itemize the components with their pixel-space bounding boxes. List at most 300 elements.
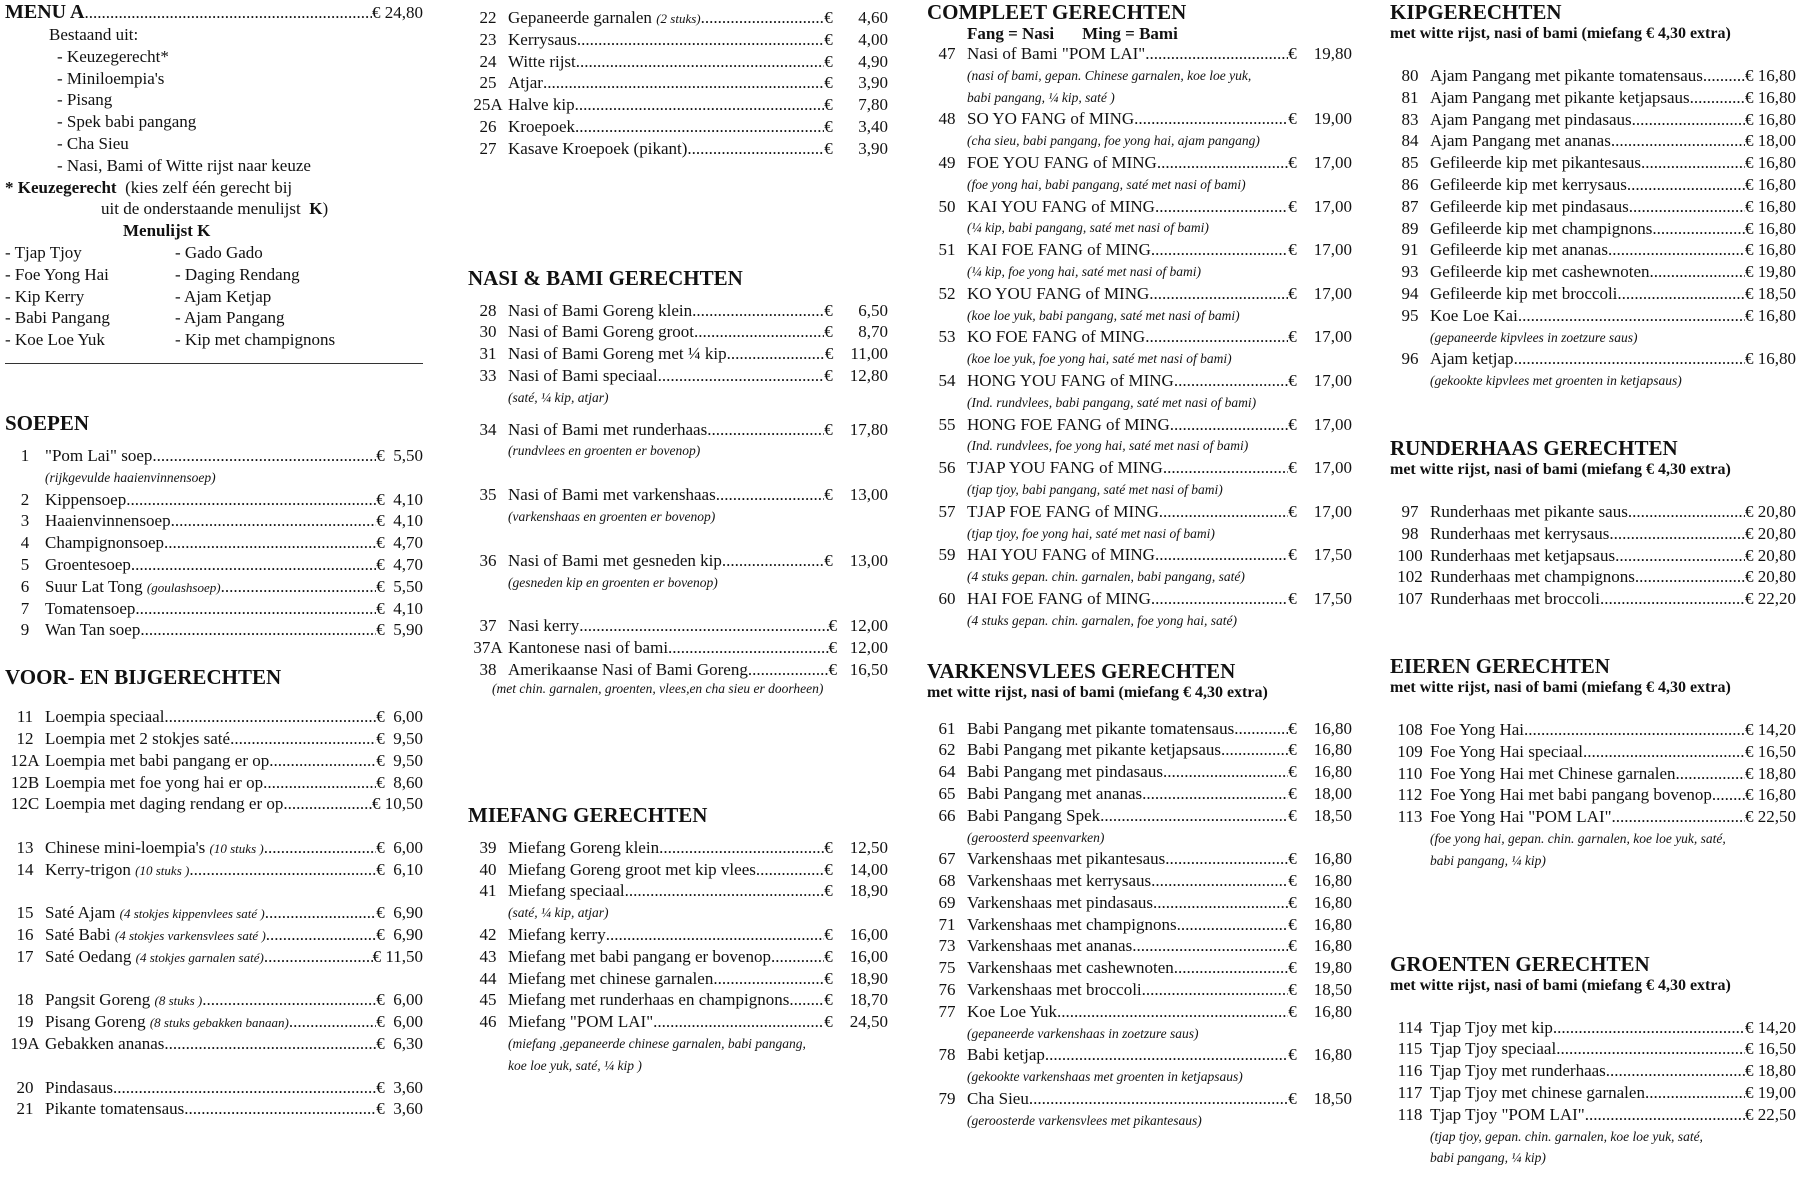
- leader-dots: [771, 946, 824, 968]
- item-name: [1430, 763, 1676, 785]
- item-name: [1430, 545, 1615, 567]
- item-name-text: TJAP YOU FANG of MING: [967, 458, 1163, 478]
- menulijst-item: - Foe Yong Hai: [5, 264, 109, 284]
- item-name-text: Varkenshaas met pindasaus: [967, 892, 1154, 912]
- menu-item-row: [927, 414, 1352, 436]
- item-number: 91: [1401, 240, 1419, 260]
- item-number: 69: [938, 892, 956, 912]
- item-note: (saté, ¼ kip, atjar): [508, 905, 609, 921]
- leader-dots: [1553, 1017, 1745, 1039]
- menu-item-row: [5, 1011, 423, 1033]
- leader-dots: [283, 793, 372, 815]
- item-number: 98: [1401, 523, 1419, 543]
- item-price: € 16,80: [1288, 1045, 1352, 1065]
- item-price: € 16,00: [824, 924, 888, 944]
- menu-item-row: [1390, 1060, 1796, 1082]
- item-note: (koe loe yuk, foe yong hai, saté met nasi of bami): [967, 351, 1232, 367]
- item-name-note: (4 stokjes kippenvlees saté ): [119, 906, 265, 922]
- leader-dots: [575, 94, 825, 116]
- item-price: € 16,80: [1745, 785, 1796, 805]
- leader-dots: [1652, 218, 1745, 240]
- item-name-text: Kerrysaus: [508, 29, 577, 49]
- leader-dots: [713, 968, 824, 990]
- item-number: 22: [479, 8, 497, 27]
- menu-item-row: [1390, 1104, 1796, 1126]
- menu-item-row: [1390, 65, 1796, 87]
- item-number: 33: [479, 365, 497, 385]
- item-name-text: Runderhaas met broccoli: [1430, 589, 1600, 609]
- item-name: [967, 805, 1100, 827]
- item-price: € 16,80: [1745, 196, 1796, 216]
- menu-item-row: [1390, 174, 1796, 196]
- item-number: 45: [479, 990, 497, 1010]
- menu-item-row: [5, 902, 423, 924]
- item-name: [967, 979, 1142, 1001]
- nasi-38-note: (met chin. garnalen, groenten, vlees,en cha sieu er doorheen): [492, 680, 824, 696]
- item-price: € 16,80: [1288, 718, 1352, 738]
- item-name: [508, 659, 748, 681]
- item-price: € 16,80: [1288, 849, 1352, 869]
- item-price: € 3,40: [824, 116, 888, 136]
- item-name-text: Saté Ajam: [45, 903, 116, 923]
- item-price: € 12,50: [824, 837, 888, 857]
- item-name: [1430, 1060, 1606, 1082]
- menu-item-row: [927, 892, 1352, 914]
- item-name-text: Chinese mini-loempia's: [45, 837, 206, 857]
- leader-dots: [1142, 979, 1289, 1001]
- item-name-text: Foe Yong Hai met Chinese garnalen: [1430, 763, 1676, 783]
- item-name: [1430, 261, 1650, 283]
- leader-dots: [659, 837, 824, 859]
- item-price: € 6,90: [376, 903, 423, 923]
- item-name-text: Suur Lat Tong: [45, 576, 143, 596]
- menu-item-row: [1390, 588, 1796, 610]
- item-number: 59: [938, 545, 956, 565]
- item-name: [508, 343, 727, 365]
- menu-item-row: [1390, 1017, 1796, 1039]
- leader-dots: [748, 659, 829, 681]
- menulijst-item: - Tjap Tjoy: [5, 242, 82, 262]
- item-price: € 17,50: [1288, 545, 1352, 565]
- item-price: € 20,80: [1745, 523, 1796, 543]
- item-price: € 3,90: [824, 138, 888, 158]
- item-price: € 5,50: [376, 576, 423, 596]
- leader-dots: [1606, 1060, 1745, 1082]
- item-number: 49: [938, 152, 956, 172]
- item-note: (gekookte varkenshaas met groenten in ketjapsaus): [967, 1069, 1243, 1085]
- menu-item-row: [5, 619, 423, 641]
- leader-dots: [1712, 784, 1745, 806]
- leader-dots: [202, 989, 376, 1011]
- leader-dots: [113, 1077, 376, 1099]
- item-name: [45, 750, 269, 772]
- menu-item-row: [5, 728, 423, 750]
- menu-item-row: [468, 880, 888, 902]
- leader-dots: [1153, 892, 1288, 914]
- menu-item-row: [5, 510, 423, 532]
- eieren-title: EIEREN GERECHTEN: [1390, 653, 1610, 678]
- item-name-text: Varkenshaas met champignons: [967, 914, 1177, 934]
- item-number: 62: [938, 740, 956, 760]
- item-name-text: Miefang speciaal: [508, 881, 625, 901]
- item-name-text: Babi ketjap: [967, 1045, 1045, 1065]
- item-name-text: FOE YOU FANG of MING: [967, 152, 1157, 172]
- item-name-text: Ajam Pangang met ananas: [1430, 131, 1611, 151]
- menu-item-row: [5, 1098, 423, 1120]
- menu-item-row: [927, 544, 1352, 566]
- item-number: 16: [16, 925, 34, 945]
- item-note: (gesneden kip en groenten er bovenop): [508, 574, 718, 590]
- nasi-list-c: [468, 484, 888, 528]
- item-name: [967, 239, 1151, 261]
- item-name-text: Nasi of Bami Goreng groot: [508, 322, 695, 342]
- leader-dots: [1612, 806, 1745, 828]
- menu-a-component: - Keuzegerecht*: [57, 46, 169, 66]
- item-name-text: KO YOU FANG of MING: [967, 283, 1150, 303]
- item-number: 18: [16, 990, 34, 1010]
- item-note: (Ind. rundvlees, foe yong hai, saté met nasi of bami): [967, 438, 1249, 454]
- menu-item-row: [468, 924, 888, 946]
- item-number: 36: [479, 550, 497, 570]
- menu-item-row: [1390, 196, 1796, 218]
- item-name-text: Tjap Tjoy met kip: [1430, 1017, 1553, 1037]
- item-number: 102: [1397, 567, 1423, 587]
- leader-dots: [1177, 914, 1289, 936]
- menu-item-row: [1390, 218, 1796, 240]
- item-number: 76: [938, 980, 956, 1000]
- menu-item-row: [1390, 87, 1796, 109]
- item-note: (foe yong hai, gepan. chin. garnalen, koe loe yuk, saté,: [1430, 830, 1726, 846]
- item-name: [508, 880, 625, 902]
- keuze-text-2: uit de onderstaande menulijst: [101, 199, 301, 219]
- item-name: [967, 108, 1134, 130]
- leader-dots: [126, 489, 376, 511]
- menu-item-row: [468, 946, 888, 968]
- item-note: (¼ kip, babi pangang, saté met nasi of bami): [967, 220, 1209, 236]
- leader-dots: [221, 576, 377, 598]
- item-name: [508, 51, 576, 73]
- item-price: € 4,10: [376, 511, 423, 531]
- item-name: [45, 728, 230, 750]
- menu-a-components: [5, 46, 423, 177]
- varkens-title: VARKENSVLEES GERECHTEN: [927, 658, 1236, 683]
- leader-dots: [1585, 1104, 1745, 1126]
- leader-dots: [1134, 108, 1288, 130]
- menu-item-row: [927, 283, 1352, 305]
- item-price: € 16,50: [828, 659, 888, 679]
- column-1: [5, 0, 423, 1120]
- menu-item-row: [927, 761, 1352, 783]
- item-price: € 14,20: [1745, 719, 1796, 739]
- item-number: 51: [938, 240, 956, 260]
- menu-item-row: [1390, 152, 1796, 174]
- leader-dots: [1057, 1001, 1288, 1023]
- keuze-line-1: [5, 177, 423, 199]
- item-price: € 12,00: [828, 616, 888, 636]
- menu-item-row: [5, 989, 423, 1011]
- item-number: 96: [1401, 349, 1419, 369]
- menu-item-row: [927, 739, 1352, 761]
- menu-item-row: [5, 750, 423, 772]
- item-name: [508, 550, 722, 572]
- item-name-text: Gefileerde kip met pindasaus: [1430, 196, 1629, 216]
- leader-dots: [1556, 1038, 1745, 1060]
- menu-item-row: [1390, 109, 1796, 131]
- item-name: [967, 43, 1145, 65]
- leader-dots: [653, 1011, 824, 1033]
- leader-dots: [264, 946, 373, 968]
- item-number: 115: [1397, 1039, 1423, 1059]
- item-name-text: Kerry-trigon: [45, 859, 131, 879]
- item-note: (rundvlees en groenten er bovenop): [508, 443, 701, 459]
- item-number: 95: [1401, 305, 1419, 325]
- item-name-text: Tjap Tjoy met runderhaas: [1430, 1061, 1606, 1081]
- item-price: € 17,00: [1288, 196, 1352, 216]
- item-price: € 14,00: [824, 859, 888, 879]
- leader-dots: [701, 7, 825, 29]
- fang-ming-legend: [927, 24, 1352, 43]
- runder-title: RUNDERHAAS GERECHTEN: [1390, 435, 1678, 460]
- item-name: [508, 138, 687, 160]
- item-name: [967, 1088, 1029, 1110]
- item-name-note: (8 stuks ): [154, 993, 203, 1009]
- nasi-title: NASI & BAMI GERECHTEN: [468, 265, 743, 290]
- item-name: [508, 419, 707, 441]
- item-price: € 16,80: [1745, 87, 1796, 107]
- item-name-text: Pisang Goreng: [45, 1012, 146, 1032]
- menu-item-row: [468, 837, 888, 859]
- item-name-text: Gefileerde kip met pikantesaus: [1430, 153, 1642, 173]
- menu-item-row: [927, 979, 1352, 1001]
- item-name-text: Gefileerde kip met broccoli: [1430, 283, 1618, 303]
- item-name-text: Loempia met 2 stokjes saté: [45, 728, 231, 748]
- leader-dots: [577, 29, 824, 51]
- column-3: [927, 0, 1352, 1132]
- menu-item-row: [1390, 305, 1796, 327]
- item-price: € 20,80: [1745, 567, 1796, 587]
- menu-item-row: [5, 554, 423, 576]
- item-name-text: Gefileerde kip met champignons: [1430, 218, 1653, 238]
- item-name: [967, 718, 1234, 740]
- item-name: [45, 619, 140, 641]
- soepen-title: SOEPEN: [5, 410, 90, 435]
- menu-item-row: [927, 783, 1352, 805]
- leader-dots: [266, 924, 376, 946]
- item-name: [45, 554, 131, 576]
- menu-item-row: [927, 501, 1352, 523]
- leader-dots: [576, 51, 824, 73]
- fang-legend: Fang = Nasi: [967, 24, 1055, 43]
- item-price: € 16,80: [1745, 218, 1796, 238]
- item-number: 55: [938, 414, 956, 434]
- item-name: [1430, 566, 1635, 588]
- menu-item-row: [927, 152, 1352, 174]
- item-number: 19: [16, 1012, 34, 1032]
- leader-dots: [1615, 545, 1745, 567]
- item-number: 89: [1401, 218, 1419, 238]
- item-name-text: Nasi kerry: [508, 616, 580, 636]
- item-name: [45, 902, 265, 925]
- item-name: [45, 837, 264, 860]
- kip-subtitle: met witte rijst, nasi of bami (miefang € 4,30 extra): [1390, 25, 1731, 42]
- item-number: 37: [479, 616, 497, 636]
- item-name: [45, 489, 126, 511]
- menu-a-consists-of: Bestaand uit:: [49, 25, 139, 44]
- item-price: € 11,00: [824, 344, 888, 364]
- item-number: 107: [1397, 589, 1423, 609]
- miefang-46-note-2: koe loe yuk, saté, ¼ kip ): [508, 1057, 642, 1073]
- item-name-note: (2 stuks): [656, 11, 701, 26]
- nasi-list-e: [468, 615, 888, 680]
- eieren-subtitle: met witte rijst, nasi of bami (miefang € 4,30 extra): [1390, 678, 1731, 696]
- item-price: € 12,80: [824, 365, 888, 385]
- varkens-list-a: [927, 718, 1352, 849]
- item-name: [967, 870, 1151, 892]
- item-number: 12B: [10, 772, 40, 792]
- item-number: 6: [20, 576, 30, 596]
- menu-a-header: [5, 0, 423, 24]
- varkens-list-d: [927, 1088, 1352, 1132]
- item-number: 20: [16, 1077, 34, 1097]
- item-price: € 16,80: [1745, 349, 1796, 369]
- menu-item-row: [468, 321, 888, 343]
- item-name-text: Champignonsoep: [45, 533, 164, 553]
- item-name-text: Tjap Tjoy "POM LAI": [1430, 1104, 1585, 1124]
- item-number: 117: [1397, 1082, 1423, 1102]
- menulijst-item: - Ajam Ketjap: [175, 286, 272, 306]
- menu-item-row: [927, 196, 1352, 218]
- item-price: € 22,50: [1745, 807, 1796, 827]
- menu-item-row: [927, 108, 1352, 130]
- miefang-title: MIEFANG GERECHTEN: [468, 802, 708, 827]
- item-name: [508, 924, 606, 946]
- item-price: € 17,50: [1288, 588, 1352, 608]
- leader-dots: [189, 859, 376, 881]
- menu-item-row: [5, 445, 423, 467]
- leader-dots: [756, 859, 824, 881]
- item-name-note: (4 stokjes garnalen saté): [135, 949, 264, 965]
- item-note: babi pangang, ¼ kip): [1430, 852, 1546, 868]
- item-note: (koe loe yuk, babi pangang, saté met nasi of bami): [967, 307, 1240, 323]
- item-name-text: Tjap Tjoy met chinese garnalen: [1430, 1082, 1645, 1102]
- item-name: [1430, 1104, 1585, 1126]
- item-name: [1430, 87, 1690, 109]
- item-price: € 4,70: [376, 554, 423, 574]
- item-number: 3: [20, 511, 30, 531]
- item-price: € 8,70: [824, 322, 888, 342]
- item-number: 100: [1397, 545, 1423, 565]
- runder-list: [1390, 501, 1796, 610]
- leader-dots: [1132, 935, 1288, 957]
- item-name-text: Wan Tan soep: [45, 620, 141, 640]
- item-price: € 3,60: [376, 1077, 423, 1097]
- item-number: 97: [1401, 501, 1419, 521]
- item-name: [508, 321, 694, 343]
- item-number: 7: [20, 598, 30, 618]
- nasi-list-d: [468, 550, 888, 594]
- menu-item-row: [468, 138, 888, 160]
- item-name-text: SO YO FANG of MING: [967, 109, 1135, 129]
- leader-dots: [184, 1098, 376, 1120]
- item-name-text: Loempia met daging rendang er op: [45, 794, 284, 814]
- item-name: [1430, 196, 1629, 218]
- item-price: € 13,00: [824, 485, 888, 505]
- leader-dots: [1100, 805, 1288, 827]
- item-name-text: Nasi of Bami Goreng met ¼ kip: [508, 344, 727, 364]
- item-name: [508, 637, 668, 659]
- leader-dots: [1676, 763, 1745, 785]
- menu-item-row: [5, 489, 423, 511]
- item-number: 25A: [473, 95, 503, 115]
- item-number: 12: [16, 728, 34, 748]
- item-name-text: Varkenshaas met pikantesaus: [967, 849, 1166, 869]
- item-name: [1430, 152, 1641, 174]
- item-price: € 19,80: [1288, 44, 1352, 63]
- menu-item-row: [927, 718, 1352, 740]
- item-name-text: HAI YOU FANG of MING: [967, 545, 1155, 565]
- item-number: 37A: [473, 638, 503, 658]
- menu-item-row: [468, 1011, 888, 1033]
- item-name-text: Nasi of Bami "POM LAI": [967, 44, 1146, 63]
- menulijst-k: [5, 242, 423, 351]
- leader-dots: [789, 989, 824, 1011]
- item-number: 17: [16, 946, 34, 966]
- item-name-text: Gefileerde kip met ananas: [1430, 240, 1608, 260]
- item-name-text: Gefileerde kip met kerrysaus: [1430, 174, 1627, 194]
- item-number: 21: [16, 1099, 34, 1119]
- leader-dots: [1645, 1082, 1745, 1104]
- item-price: € 19,80: [1745, 262, 1796, 282]
- leader-dots: [152, 445, 376, 467]
- item-price: € 3,90: [824, 73, 888, 93]
- item-name: [508, 989, 789, 1011]
- item-number: 112: [1397, 785, 1423, 805]
- item-price: € 6,50: [824, 300, 888, 320]
- leader-dots: [1583, 741, 1745, 763]
- item-price: € 18,00: [1745, 131, 1796, 151]
- item-number: 27: [479, 138, 497, 158]
- item-name-note: (10 stuks ): [135, 862, 190, 878]
- menu-item-row: [5, 706, 423, 728]
- item-name-note: (8 stuks gebakken banaan): [149, 1015, 289, 1031]
- leader-dots: [1641, 152, 1745, 174]
- nasi-list-b: [468, 419, 888, 463]
- item-number: 67: [938, 849, 956, 869]
- leader-dots: [1151, 870, 1288, 892]
- item-number: 31: [479, 344, 497, 364]
- item-name-text: Loempia met babi pangang er op: [45, 750, 270, 770]
- item-name: [45, 946, 264, 969]
- item-name: [508, 72, 543, 94]
- leader-dots: [1045, 1044, 1288, 1066]
- item-name: [508, 484, 716, 506]
- item-name: [967, 783, 1142, 805]
- item-name: [1430, 741, 1583, 763]
- item-price: € 14,20: [1745, 1017, 1796, 1037]
- item-number: 30: [479, 322, 497, 342]
- menu-item-row: [1390, 1038, 1796, 1060]
- menulijst-item: - Ajam Pangang: [175, 308, 285, 328]
- leader-dots: [1145, 43, 1288, 65]
- leader-dots: [264, 837, 377, 859]
- menu-item-row: [5, 837, 423, 859]
- varkens-list-b: [927, 848, 1352, 1044]
- item-name: [967, 544, 1155, 566]
- menu-item-row: [1390, 719, 1796, 741]
- item-name: [45, 1077, 113, 1099]
- item-price: € 17,00: [1288, 152, 1352, 172]
- compleet-title: COMPLEET GERECHTEN: [927, 0, 1187, 24]
